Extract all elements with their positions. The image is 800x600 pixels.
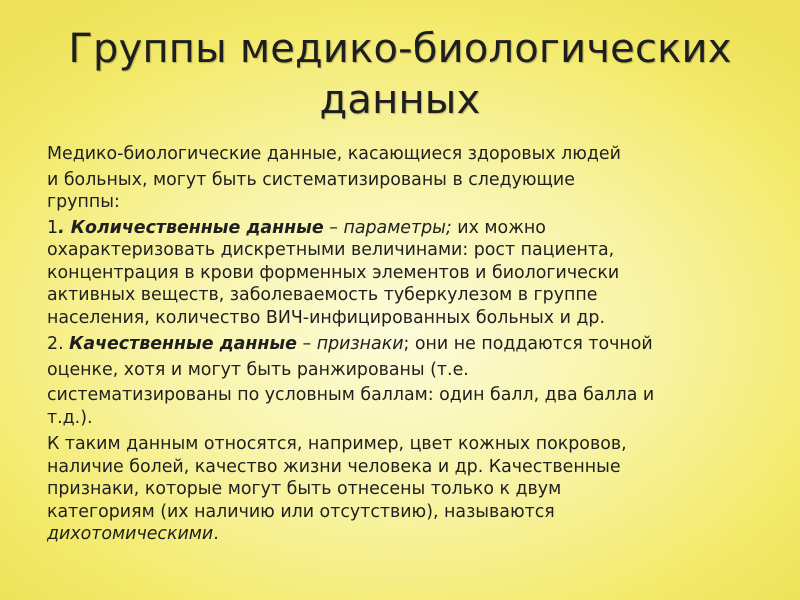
item1-line-1 <box>47 217 777 240</box>
item2-line-2: оценке, хотя и могут быть ранжированы (т.е. <box>47 359 469 380</box>
closing-paragraph <box>47 433 777 546</box>
item2-term: Качественные данные <box>69 334 297 354</box>
item-qualitative <box>47 333 777 429</box>
closing-line-3: признаки, которые могут быть отнесены только к двум <box>47 479 562 499</box>
item2-line-3: систематизированы по условным баллам: один балл, два балла и <box>47 385 655 405</box>
closing-line-1: К таким данным относятся, например, цвет кожных покровов, <box>47 434 627 454</box>
closing-line-5 <box>47 523 777 546</box>
item2-line-1 <box>47 333 777 356</box>
item1-line-5: населения, количество ВИЧ-инфицированных больных и др. <box>47 307 606 328</box>
intro-line-1: Медико-биологические данные, касающиеся здоровых людей <box>47 144 621 164</box>
item1-rest: их можно <box>451 217 546 238</box>
item2-number: 2. <box>47 334 70 354</box>
closing-line-2: наличие болей, качество жизни человека и др. Качественные <box>47 456 621 477</box>
intro-paragraph <box>47 143 777 214</box>
item1-dot: . <box>58 217 71 238</box>
closing-term: дихотомическими <box>47 524 214 544</box>
item2-rest: ; они не поддаются точной <box>403 334 653 354</box>
closing-line-4: категориям (их наличию или отсутствию), называются <box>47 501 555 522</box>
slide-body <box>47 143 777 550</box>
item1-dash: – <box>323 217 344 238</box>
item1-line-2: охарактеризовать дискретными величинами: рост пациента, <box>47 240 615 260</box>
item2-dash: – <box>296 334 317 354</box>
item1-definition: параметры; <box>343 217 452 238</box>
title-line-2: данных <box>319 77 481 123</box>
intro-line-2: и больных, могут быть систематизированы в следующие <box>47 169 575 190</box>
item1-term: Количественные данные <box>70 217 324 238</box>
item2-line-4: т.д.). <box>47 407 93 428</box>
closing-end: . <box>213 524 219 544</box>
title-line-1: Группы медико-биологических <box>68 26 732 72</box>
item1-line-3: концентрация в крови форменных элементов и биологически <box>47 262 620 283</box>
slide-title <box>40 24 760 126</box>
item2-definition: признаки <box>316 334 404 354</box>
item1-number: 1 <box>47 217 59 238</box>
item-quantitative <box>47 217 777 330</box>
intro-line-3: группы: <box>47 192 120 212</box>
item1-line-4: активных веществ, заболеваемость туберкулезом в группе <box>47 285 598 305</box>
